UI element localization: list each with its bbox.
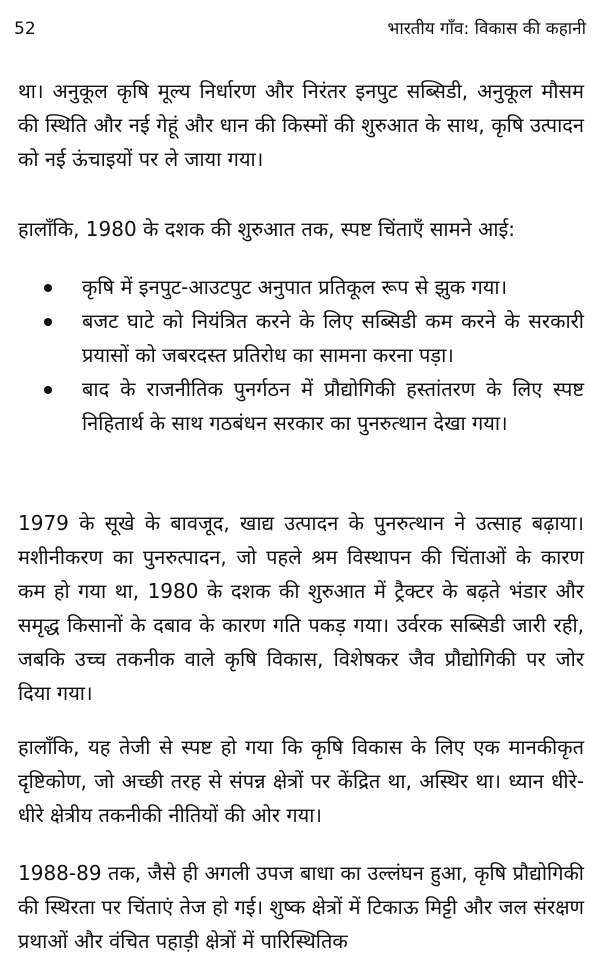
paragraph-4	[18, 730, 584, 832]
bullet-icon	[44, 284, 52, 292]
list-item-text: बजट घाटे को नियंत्रित करने के लिए सब्सिडी कम करने के सरकारी प्रयासों को जबरदस्त प्रतिरोध का सामना करना पड़ा।	[82, 309, 584, 367]
paragraph-3	[18, 506, 584, 710]
paragraph-5	[18, 856, 584, 958]
paragraph-1	[18, 74, 584, 176]
list-item-text: कृषि में इनपुट-आउटपुट अनुपात प्रतिकूल रूप से झुक गया।	[82, 275, 508, 299]
bullet-icon	[44, 318, 52, 326]
running-title: भारतीय गाँव: विकास की कहानी	[387, 19, 586, 39]
paragraph-text: हालाँकि, यह तेजी से स्पष्ट हो गया कि कृषि विकास के लिए एक मानकीकृत दृष्टिकोण, जो अच्छी तरह से संपन्न क्षेत्रों पर केंद्रित था, अस्थिर था। ध्यान धीरे-धीरे क्षेत्रीय तकनीकी नीतियों की ओर गया।	[18, 735, 584, 827]
list-item	[44, 304, 584, 372]
list-item	[44, 372, 584, 440]
paragraph-text: था। अनुकूल कृषि मूल्य निर्धारण और निरंतर इनपुट सब्सिडी, अनुकूल मौसम की स्थिति और नई गेहूं और धान की किस्मों की शुरुआत के साथ, कृषि उत्पादन को नई ऊंचाइयों पर ले जाया गया।	[18, 79, 584, 171]
page-number: 52	[14, 19, 36, 39]
bullet-list	[44, 270, 584, 440]
paragraph-text: 1979 के सूखे के बावजूद, खाद्य उत्पादन के पुनरुत्थान ने उत्साह बढ़ाया। मशीनीकरण का पुनरुत्पादन, जो पहले श्रम विस्थापन की चिंताओं के कारण कम हो गया था, 1980 के दशक की शुरुआत में ट्रैक्टर के बढ़ते भंडार और समृद्ध किसानों के दबाव के कारण गति पकड़ गया। उर्वरक सब्सिडी जारी रही, जबकि उच्च तकनीक वाले कृषि विकास, विशेषकर जैव प्रौद्योगिकी पर जोर दिया गया।	[18, 511, 584, 705]
bullet-icon	[44, 386, 52, 394]
paragraph-text: 1988-89 तक, जैसे ही अगली उपज बाधा का उल्लंघन हुआ, कृषि प्रौद्योगिकी की स्थिरता पर चिंताएं तेज हो गई। शुष्क क्षेत्रों में टिकाऊ मिट्टी और जल संरक्षण प्रथाओं और वंचित पहाड़ी क्षेत्रों में पारिस्थितिक	[18, 861, 584, 953]
paragraph-text: हालाँकि, 1980 के दशक की शुरुआत तक, स्पष्ट चिंताएँ सामने आई:	[18, 217, 516, 241]
paragraph-2	[18, 212, 584, 246]
list-item-text: बाद के राजनीतिक पुनर्गठन में प्रौद्योगिकी हस्तांतरण के लिए स्पष्ट निहितार्थ के साथ गठबंधन सरकार का पुनरुत्थान देखा गया।	[82, 377, 584, 435]
list-item	[44, 270, 584, 304]
page-header	[14, 14, 586, 44]
